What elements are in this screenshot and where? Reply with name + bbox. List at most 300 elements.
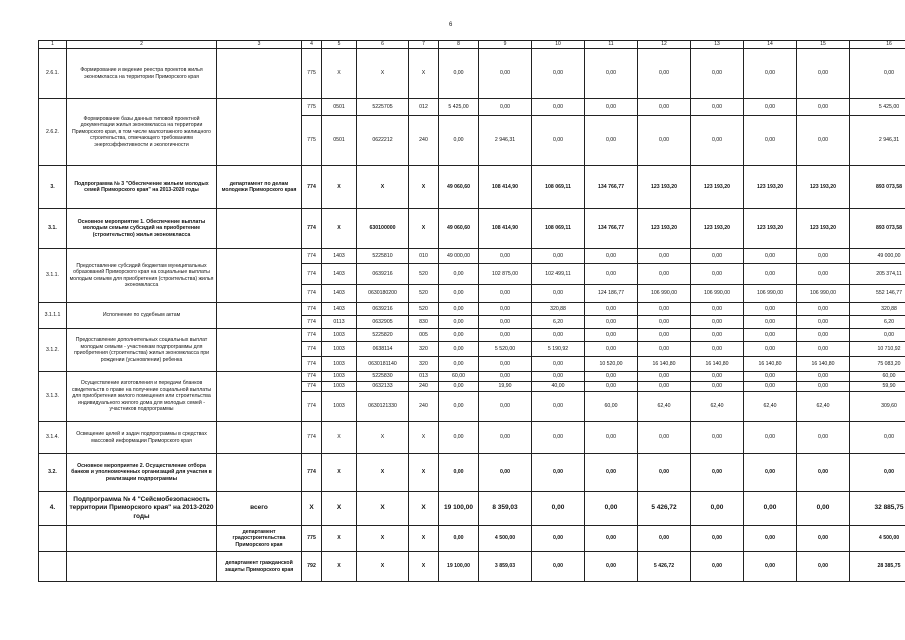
- table-cell: 0,00: [532, 526, 585, 552]
- table-cell: [217, 49, 302, 99]
- table-row: [39, 49, 905, 99]
- table-cell: 320,88: [532, 303, 585, 316]
- table-cell: X: [409, 209, 439, 249]
- table-cell: 0,00: [797, 249, 850, 264]
- column-header: 11: [585, 41, 638, 49]
- table-cell: 19,90: [479, 382, 532, 392]
- table-cell: 0,00: [797, 99, 850, 116]
- column-header: 5: [322, 41, 357, 49]
- table-cell: 5 426,72: [638, 492, 691, 526]
- table-cell: 60,00: [850, 372, 905, 382]
- column-header: 12: [638, 41, 691, 49]
- table-cell: [217, 99, 302, 166]
- table-cell: 0,00: [850, 49, 905, 99]
- table-cell: 0,00: [797, 264, 850, 285]
- table-cell: 2 946,31: [479, 116, 532, 166]
- table-cell: 0,00: [532, 492, 585, 526]
- table-cell: 1003: [322, 342, 357, 357]
- table-cell: 0,00: [638, 372, 691, 382]
- table-cell: 0,00: [532, 552, 585, 582]
- table-cell: 5 425,00: [850, 99, 905, 116]
- table-cell: 0,00: [479, 303, 532, 316]
- table-cell: Предоставление дополнительных социальных выплат молодым семьям - участникам подпрограммы для приобретения (строительства) жилья экономкласса при рождении (усыновлении) ребенка: [67, 329, 217, 372]
- table-cell: 775: [302, 526, 322, 552]
- table-cell: 0,00: [439, 264, 479, 285]
- table-cell: 0,00: [744, 49, 797, 99]
- table-cell: 0,00: [585, 249, 638, 264]
- table-cell: 0,00: [691, 303, 744, 316]
- table-cell: 0,00: [585, 116, 638, 166]
- table-cell: 3.1.1.1: [39, 303, 67, 329]
- table-cell: 1403: [322, 264, 357, 285]
- table-cell: 102 499,11: [532, 264, 585, 285]
- table-cell: [217, 303, 302, 329]
- table-cell: [217, 454, 302, 492]
- table-cell: 240: [409, 382, 439, 392]
- column-header: 7: [409, 41, 439, 49]
- table-cell: 0,00: [638, 329, 691, 342]
- table-cell: 0,00: [691, 382, 744, 392]
- table-cell: 0,00: [439, 285, 479, 303]
- table-cell: 0,00: [744, 422, 797, 454]
- table-row: [39, 492, 905, 526]
- table-cell: 0,00: [797, 49, 850, 99]
- table-cell: 0,00: [744, 492, 797, 526]
- table-cell: 0,00: [638, 342, 691, 357]
- table-cell: 6,20: [850, 316, 905, 329]
- budget-table: [38, 40, 905, 582]
- table-cell: X: [357, 492, 409, 526]
- table-cell: 0,00: [638, 116, 691, 166]
- table-cell: 0,00: [532, 116, 585, 166]
- table-cell: 4 500,00: [850, 526, 905, 552]
- table-cell: 0,00: [479, 49, 532, 99]
- table-cell: 774: [302, 285, 322, 303]
- table-cell: 0,00: [744, 329, 797, 342]
- table-cell: Формирование и ведение реестра проектов жилья экономкласса на территории Приморского края: [67, 49, 217, 99]
- table-cell: 0,00: [585, 372, 638, 382]
- table-cell: X: [357, 552, 409, 582]
- table-cell: 0,00: [479, 454, 532, 492]
- table-cell: 0,00: [479, 249, 532, 264]
- table-cell: 774: [302, 342, 322, 357]
- table-cell: 10 520,00: [585, 357, 638, 372]
- table-cell: 1003: [322, 382, 357, 392]
- table-cell: 134 766,77: [585, 209, 638, 249]
- table-cell: 0,00: [479, 357, 532, 372]
- table-cell: 0639216: [357, 303, 409, 316]
- column-header: 10: [532, 41, 585, 49]
- table-cell: Предоставление субсидий бюджетам муниципальных образований Приморского края на социальные выплаты молодым семьям для приобретения (строительства) жилья экономкласса: [67, 249, 217, 303]
- table-cell: 6,20: [532, 316, 585, 329]
- table-cell: 0,00: [744, 372, 797, 382]
- table-cell: 0,00: [439, 342, 479, 357]
- table-cell: 0,00: [797, 372, 850, 382]
- table-cell: 0,00: [691, 329, 744, 342]
- table-cell: 2.6.2.: [39, 99, 67, 166]
- table-cell: 0,00: [479, 285, 532, 303]
- table-cell: 3.1.3.: [39, 372, 67, 422]
- table-cell: 0,00: [797, 526, 850, 552]
- table-cell: 0113: [322, 316, 357, 329]
- table-cell: 123 193,20: [691, 209, 744, 249]
- table-cell: 106 990,00: [797, 285, 850, 303]
- table-cell: 1403: [322, 303, 357, 316]
- table-cell: 0,00: [585, 303, 638, 316]
- table-cell: 123 193,20: [638, 166, 691, 209]
- table-cell: 106 990,00: [691, 285, 744, 303]
- table-cell: департамент градостроительства Приморского края: [217, 526, 302, 552]
- table-cell: 0,00: [585, 329, 638, 342]
- table-cell: [217, 422, 302, 454]
- table-cell: 62,40: [744, 392, 797, 422]
- table-cell: 1003: [322, 329, 357, 342]
- table-cell: 013: [409, 372, 439, 382]
- table-cell: [217, 372, 302, 422]
- table-cell: 62,40: [797, 392, 850, 422]
- table-cell: 0,00: [797, 116, 850, 166]
- table-cell: 774: [302, 372, 322, 382]
- table-cell: 0,00: [479, 372, 532, 382]
- column-header: 15: [797, 41, 850, 49]
- table-cell: 0,00: [439, 357, 479, 372]
- table-cell: 0,00: [797, 382, 850, 392]
- table-cell: 775: [302, 116, 322, 166]
- table-cell: [217, 249, 302, 303]
- table-cell: 3 859,03: [479, 552, 532, 582]
- table-cell: 0,00: [532, 99, 585, 116]
- table-cell: 0,00: [479, 392, 532, 422]
- table-cell: 124 186,77: [585, 285, 638, 303]
- table-cell: 0,00: [744, 116, 797, 166]
- table-cell: X: [409, 552, 439, 582]
- table-cell: 0,00: [691, 372, 744, 382]
- table-cell: 774: [302, 264, 322, 285]
- table-cell: 123 193,20: [638, 209, 691, 249]
- table-cell: 0,00: [479, 99, 532, 116]
- table-cell: департамент по делам молодежи Приморского края: [217, 166, 302, 209]
- table-cell: 4.: [39, 492, 67, 526]
- table-cell: X: [409, 454, 439, 492]
- table-row: [39, 422, 905, 454]
- table-cell: 106 990,00: [638, 285, 691, 303]
- table-cell: 774: [302, 329, 322, 342]
- table-cell: 0,00: [744, 382, 797, 392]
- table-cell: 106 990,00: [744, 285, 797, 303]
- table-cell: 0,00: [585, 342, 638, 357]
- table-cell: 792: [302, 552, 322, 582]
- table-cell: 630100000: [357, 209, 409, 249]
- table-cell: 0,00: [638, 49, 691, 99]
- table-cell: 0,00: [585, 382, 638, 392]
- table-cell: 520: [409, 264, 439, 285]
- table-row: [39, 526, 905, 552]
- table-cell: 0,00: [638, 99, 691, 116]
- table-cell: 0,00: [744, 454, 797, 492]
- table-cell: 0,00: [439, 454, 479, 492]
- table-cell: 0,00: [439, 526, 479, 552]
- table-cell: 0630121330: [357, 392, 409, 422]
- table-cell: 0,00: [532, 249, 585, 264]
- table-cell: 893 073,58: [850, 209, 905, 249]
- column-header: 13: [691, 41, 744, 49]
- table-cell: 0639216: [357, 264, 409, 285]
- table-cell: 0,00: [691, 422, 744, 454]
- table-cell: 3.1.1.: [39, 249, 67, 303]
- table-cell: 0501: [322, 99, 357, 116]
- table-cell: 240: [409, 392, 439, 422]
- table-cell: 774: [302, 392, 322, 422]
- table-cell: 0,00: [439, 116, 479, 166]
- table-cell: 012: [409, 99, 439, 116]
- table-cell: X: [322, 492, 357, 526]
- table-cell: 005: [409, 329, 439, 342]
- table-cell: X: [322, 422, 357, 454]
- table-cell: 0,00: [585, 316, 638, 329]
- table-cell: 32 885,75: [850, 492, 905, 526]
- table-cell: 60,00: [585, 392, 638, 422]
- column-number-header: [39, 41, 905, 49]
- table-cell: Исполнение по судебным актам: [67, 303, 217, 329]
- table-row: [39, 303, 905, 316]
- table-row: [39, 249, 905, 264]
- table-cell: 0,00: [850, 329, 905, 342]
- table-cell: 3.1.: [39, 209, 67, 249]
- table-cell: 0,00: [479, 316, 532, 329]
- table-cell: 134 766,77: [585, 166, 638, 209]
- table-row: [39, 99, 905, 116]
- table-cell: всего: [217, 492, 302, 526]
- table-body: [39, 41, 905, 582]
- table-cell: 0,00: [439, 49, 479, 99]
- table-cell: 123 193,20: [744, 166, 797, 209]
- table-cell: 3.1.4.: [39, 422, 67, 454]
- table-cell: X: [409, 166, 439, 209]
- table-cell: Подпрограмма № 3 "Обеспечение жильем молодых семей Приморского края" на 2013-2020 годы: [67, 166, 217, 209]
- table-cell: 59,90: [850, 382, 905, 392]
- column-header: 4: [302, 41, 322, 49]
- table-cell: 0,00: [691, 316, 744, 329]
- table-cell: 5 520,00: [479, 342, 532, 357]
- table-cell: 0630180200: [357, 285, 409, 303]
- table-cell: 1003: [322, 372, 357, 382]
- table-cell: 0,00: [532, 372, 585, 382]
- table-cell: 0,00: [691, 342, 744, 357]
- table-cell: 0,00: [797, 422, 850, 454]
- table-cell: 320: [409, 357, 439, 372]
- table-cell: департамент гражданской защиты Приморского края: [217, 552, 302, 582]
- table-cell: X: [357, 454, 409, 492]
- table-cell: 123 193,20: [744, 209, 797, 249]
- table-cell: 774: [302, 166, 322, 209]
- column-header: 1: [39, 41, 67, 49]
- table-cell: [67, 552, 217, 582]
- column-header: 14: [744, 41, 797, 49]
- table-cell: 49 060,60: [439, 209, 479, 249]
- table-cell: 0632905: [357, 316, 409, 329]
- table-cell: 0,00: [691, 492, 744, 526]
- table-cell: 19 100,00: [439, 492, 479, 526]
- table-cell: 16 140,80: [638, 357, 691, 372]
- table-cell: 5 190,92: [532, 342, 585, 357]
- table-cell: 5225810: [357, 249, 409, 264]
- table-cell: 0630181140: [357, 357, 409, 372]
- table-cell: 0,00: [532, 285, 585, 303]
- table-cell: 0,00: [638, 526, 691, 552]
- table-cell: 0,00: [638, 264, 691, 285]
- table-cell: 0,00: [797, 454, 850, 492]
- table-cell: 0,00: [638, 249, 691, 264]
- table-cell: 75 083,20: [850, 357, 905, 372]
- table-cell: 774: [302, 382, 322, 392]
- table-cell: 5225705: [357, 99, 409, 116]
- table-cell: 0,00: [638, 303, 691, 316]
- table-cell: 0,00: [691, 454, 744, 492]
- table-cell: 0,00: [691, 526, 744, 552]
- table-cell: 893 073,58: [850, 166, 905, 209]
- table-cell: 0,00: [744, 264, 797, 285]
- table-cell: 0,00: [744, 552, 797, 582]
- table-cell: 0,00: [638, 382, 691, 392]
- table-cell: 0,00: [691, 249, 744, 264]
- table-cell: 16 140,80: [691, 357, 744, 372]
- table-cell: 5225820: [357, 329, 409, 342]
- table-cell: 0,00: [585, 454, 638, 492]
- table-cell: 774: [302, 454, 322, 492]
- column-header: 9: [479, 41, 532, 49]
- table-cell: 0,00: [479, 329, 532, 342]
- table-cell: 0,00: [439, 316, 479, 329]
- table-row: [39, 552, 905, 582]
- page-number: 6: [449, 22, 453, 28]
- table-cell: 0,00: [532, 329, 585, 342]
- table-cell: 774: [302, 303, 322, 316]
- table-cell: 40,00: [532, 382, 585, 392]
- table-cell: 4 500,00: [479, 526, 532, 552]
- table-cell: 0,00: [585, 422, 638, 454]
- table-cell: 0632133: [357, 382, 409, 392]
- table-cell: 0,00: [585, 492, 638, 526]
- table-cell: 0,00: [479, 422, 532, 454]
- table-cell: 0,00: [797, 492, 850, 526]
- table-cell: 0,00: [532, 392, 585, 422]
- table-cell: Основное мероприятие 1. Обеспечение выплаты молодым семьям субсидий на приобретение (строительство) жилья экономкласса: [67, 209, 217, 249]
- table-cell: 123 193,20: [691, 166, 744, 209]
- table-cell: 3.1.2.: [39, 329, 67, 372]
- table-cell: 830: [409, 316, 439, 329]
- table-cell: 774: [302, 249, 322, 264]
- table-cell: 0,00: [797, 316, 850, 329]
- table-cell: 1003: [322, 357, 357, 372]
- table-cell: 0,00: [744, 303, 797, 316]
- column-header: 16: [850, 41, 905, 49]
- table-cell: 28 385,75: [850, 552, 905, 582]
- table-cell: 774: [302, 422, 322, 454]
- table-cell: [67, 526, 217, 552]
- table-cell: 010: [409, 249, 439, 264]
- table-cell: 5225830: [357, 372, 409, 382]
- table-cell: 0,00: [797, 552, 850, 582]
- table-cell: 0,00: [691, 264, 744, 285]
- table-cell: X: [357, 166, 409, 209]
- table-cell: 0,00: [691, 116, 744, 166]
- table-cell: 774: [302, 357, 322, 372]
- table-cell: 19 100,00: [439, 552, 479, 582]
- table-cell: 5 426,72: [638, 552, 691, 582]
- table-cell: X: [409, 422, 439, 454]
- table-cell: 520: [409, 303, 439, 316]
- table-cell: 0,00: [532, 357, 585, 372]
- table-cell: 8 359,03: [479, 492, 532, 526]
- table-cell: [217, 209, 302, 249]
- table-cell: 108 069,11: [532, 166, 585, 209]
- table-cell: 0,00: [439, 382, 479, 392]
- table-cell: 0638114: [357, 342, 409, 357]
- table-cell: 775: [302, 99, 322, 116]
- table-cell: [39, 526, 67, 552]
- table-cell: 0,00: [797, 303, 850, 316]
- table-cell: 240: [409, 116, 439, 166]
- table-cell: 0,00: [585, 526, 638, 552]
- table-cell: X: [409, 492, 439, 526]
- table-cell: 49 000,00: [850, 249, 905, 264]
- table-cell: 0,00: [691, 49, 744, 99]
- table-cell: 0,00: [585, 264, 638, 285]
- table-cell: X: [357, 49, 409, 99]
- table-cell: X: [322, 166, 357, 209]
- table-cell: 108 414,90: [479, 209, 532, 249]
- table-cell: 552 146,77: [850, 285, 905, 303]
- table-cell: X: [322, 552, 357, 582]
- table-cell: 0,00: [850, 454, 905, 492]
- table-cell: X: [322, 526, 357, 552]
- table-cell: 3.: [39, 166, 67, 209]
- table-cell: 774: [302, 209, 322, 249]
- table-cell: 0,00: [532, 49, 585, 99]
- table-cell: X: [322, 49, 357, 99]
- column-header: 2: [67, 41, 217, 49]
- table-cell: X: [357, 422, 409, 454]
- table-cell: 520: [409, 285, 439, 303]
- table-cell: 0,00: [691, 552, 744, 582]
- table-cell: 49 000,00: [439, 249, 479, 264]
- table-cell: 320,88: [850, 303, 905, 316]
- table-cell: 205 374,11: [850, 264, 905, 285]
- table-cell: 0501: [322, 116, 357, 166]
- table-cell: 123 193,20: [797, 209, 850, 249]
- table-cell: 775: [302, 49, 322, 99]
- table-cell: Освещение целей и задач подпрограммы в средствах массовой информации Приморского края: [67, 422, 217, 454]
- table-cell: 1403: [322, 285, 357, 303]
- table-cell: [217, 329, 302, 372]
- table-cell: X: [322, 454, 357, 492]
- table-cell: 0,00: [532, 454, 585, 492]
- table-cell: 0,00: [532, 422, 585, 454]
- table-cell: X: [409, 526, 439, 552]
- table-cell: 0,00: [744, 526, 797, 552]
- table-cell: 0,00: [744, 99, 797, 116]
- table-cell: 0,00: [744, 249, 797, 264]
- table-cell: 16 140,80: [744, 357, 797, 372]
- table-cell: 3.2.: [39, 454, 67, 492]
- table-cell: 0,00: [585, 99, 638, 116]
- table-cell: X: [322, 209, 357, 249]
- table-cell: 108 069,11: [532, 209, 585, 249]
- table-row: [39, 166, 905, 209]
- table-cell: 0,00: [638, 316, 691, 329]
- column-header: 6: [357, 41, 409, 49]
- table-cell: 2 946,31: [850, 116, 905, 166]
